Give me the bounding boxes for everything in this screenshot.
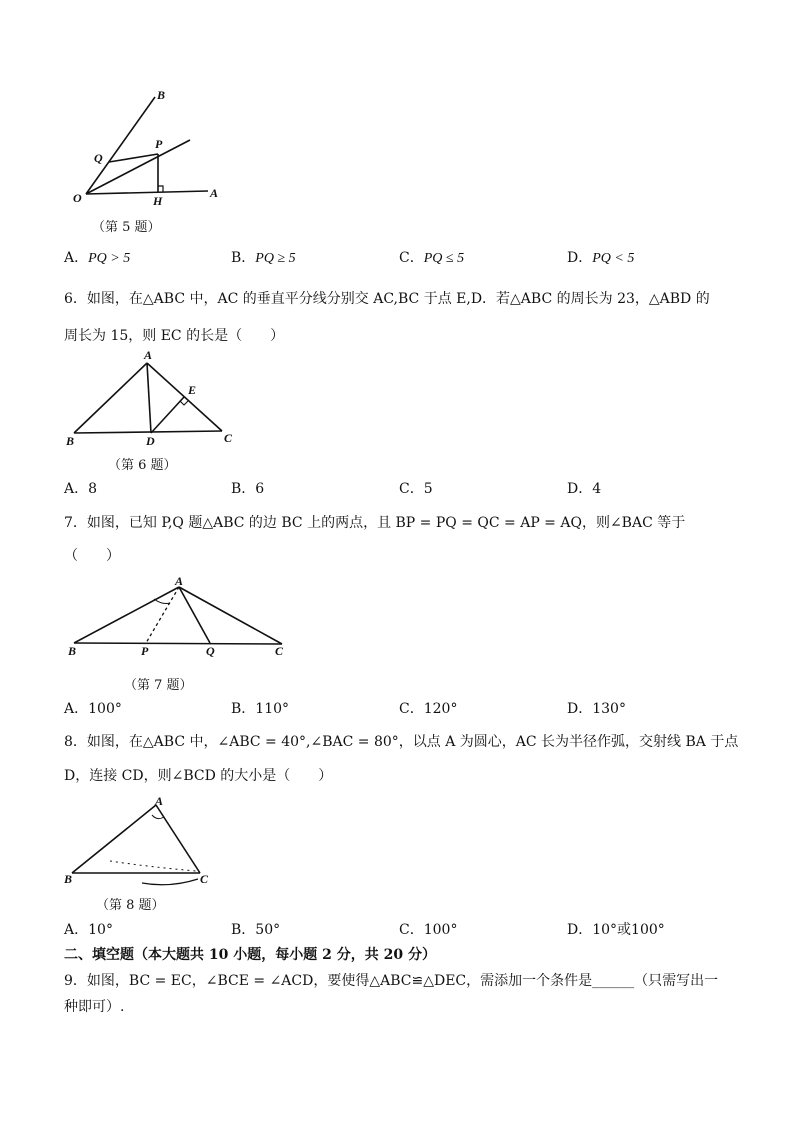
q5-label-H: H (153, 194, 163, 208)
option-text: 100° (423, 922, 458, 938)
option-label: C． (399, 481, 424, 497)
q7-label-A: A (175, 574, 184, 588)
option-text: 8 (88, 481, 98, 497)
q7-label-Q: Q (206, 644, 215, 658)
q6-label-D: D (146, 434, 155, 448)
option-label: D． (567, 250, 593, 266)
q8-caption: （第 8 题） (96, 898, 165, 913)
q5-label-P: P (155, 137, 163, 151)
q7-option-a (64, 698, 122, 718)
q7-figure (62, 573, 302, 663)
option-label: B． (231, 250, 256, 266)
option-text: PQ > 5 (88, 251, 131, 266)
q6-stem-line2: 周长为 15，则 EC 的长是（ ） (64, 328, 285, 344)
q5-caption: （第 5 题） (92, 220, 161, 235)
q7-stem-line1: 7．如图，已知 P,Q 题△ABC 的边 BC 上的两点，且 BP = PQ = QC = AP = AQ，则∠BAC 等于 (64, 515, 686, 531)
q5-option-a (64, 247, 130, 267)
q5-label-Q: Q (94, 151, 103, 165)
q6-label-A: A (144, 348, 153, 362)
q6-label-C: C (224, 431, 233, 445)
option-label: A． (64, 701, 89, 717)
q5-option-b (231, 247, 296, 267)
q6-label-B: B (66, 434, 75, 448)
q6-option-c (399, 478, 433, 498)
option-label: D． (567, 922, 593, 938)
q7-figure-lines (74, 587, 282, 644)
q8-figure (60, 793, 220, 893)
q7-stem-line2: （ ） (64, 548, 120, 564)
q7-option-c (399, 698, 457, 718)
q7-caption: （第 7 题） (124, 678, 193, 693)
q8-stem-line2: D，连接 CD，则∠BCD 的大小是（ ） (64, 768, 333, 784)
q5-figure (60, 85, 240, 210)
option-text: 130° (592, 701, 626, 717)
q8-figure-lines (72, 805, 200, 885)
q8-option-c (399, 919, 457, 939)
q8-label-A: A (155, 794, 164, 808)
q5-figure-lines (86, 97, 208, 194)
option-label: C． (399, 250, 424, 266)
q5-option-d (567, 247, 634, 267)
option-label: B． (231, 701, 256, 717)
option-text: 6 (255, 481, 265, 497)
q8-option-d (567, 919, 665, 939)
q5-label-A: A (210, 186, 219, 200)
option-label: C． (399, 922, 424, 938)
option-label: B． (231, 922, 256, 938)
q7-option-d (567, 698, 626, 718)
option-label: C． (399, 701, 424, 717)
option-label: A． (64, 922, 89, 938)
q8-option-b (231, 919, 280, 939)
option-text: 4 (592, 481, 602, 497)
q7-option-b (231, 698, 289, 718)
q5-option-c (399, 247, 464, 267)
q6-figure (62, 345, 242, 450)
q6-caption: （第 6 题） (108, 458, 177, 473)
option-text: 120° (423, 701, 458, 717)
q7-label-B: B (68, 644, 77, 658)
q5-label-B: B (157, 88, 166, 102)
option-text: 10° (88, 922, 113, 938)
option-text: 50° (255, 922, 281, 938)
option-text: 10°或100° (592, 922, 665, 938)
option-text: 110° (255, 701, 290, 717)
option-label: A． (64, 481, 89, 497)
q8-label-C: C (200, 872, 209, 886)
q8-option-a (64, 919, 113, 939)
option-label: D． (567, 481, 593, 497)
q8-stem-line1: 8．如图，在△ABC 中，∠ABC = 40°,∠BAC = 80°，以点 A 为圆心，AC 长为半径作弧，交射线 BA 于点 (64, 734, 739, 750)
section-heading: 二、填空题（本大题共 10 小题，每小题 2 分，共 20 分） (64, 947, 436, 963)
q8-label-B: B (64, 872, 73, 886)
q6-label-E: E (188, 383, 197, 397)
q6-figure-lines (74, 363, 222, 433)
q9-stem-line1: 9．如图，BC = EC，∠BCE = ∠ACD，要使得△ABC≌△DEC，需添加一个条件是______（只需写出一 (64, 973, 719, 989)
option-label: D． (567, 701, 593, 717)
option-label: A． (64, 250, 89, 266)
q9-stem-line2: 种即可）. (64, 999, 125, 1015)
q6-option-b (231, 478, 264, 498)
q5-label-O: O (73, 191, 82, 205)
option-text: PQ ≤ 5 (423, 251, 465, 266)
option-text: 100° (88, 701, 122, 717)
option-text: 5 (423, 481, 433, 497)
q7-label-P: P (141, 644, 149, 658)
option-text: PQ ≥ 5 (255, 251, 296, 266)
option-text: PQ < 5 (592, 251, 635, 266)
q6-option-a (64, 478, 97, 498)
q6-option-d (567, 478, 601, 498)
q6-stem-line1: 6．如图，在△ABC 中，AC 的垂直平分线分别交 AC,BC 于点 E,D．若△ABC 的周长为 23，△ABD 的 (64, 291, 710, 307)
option-label: B． (231, 481, 256, 497)
q7-label-C: C (275, 644, 284, 658)
